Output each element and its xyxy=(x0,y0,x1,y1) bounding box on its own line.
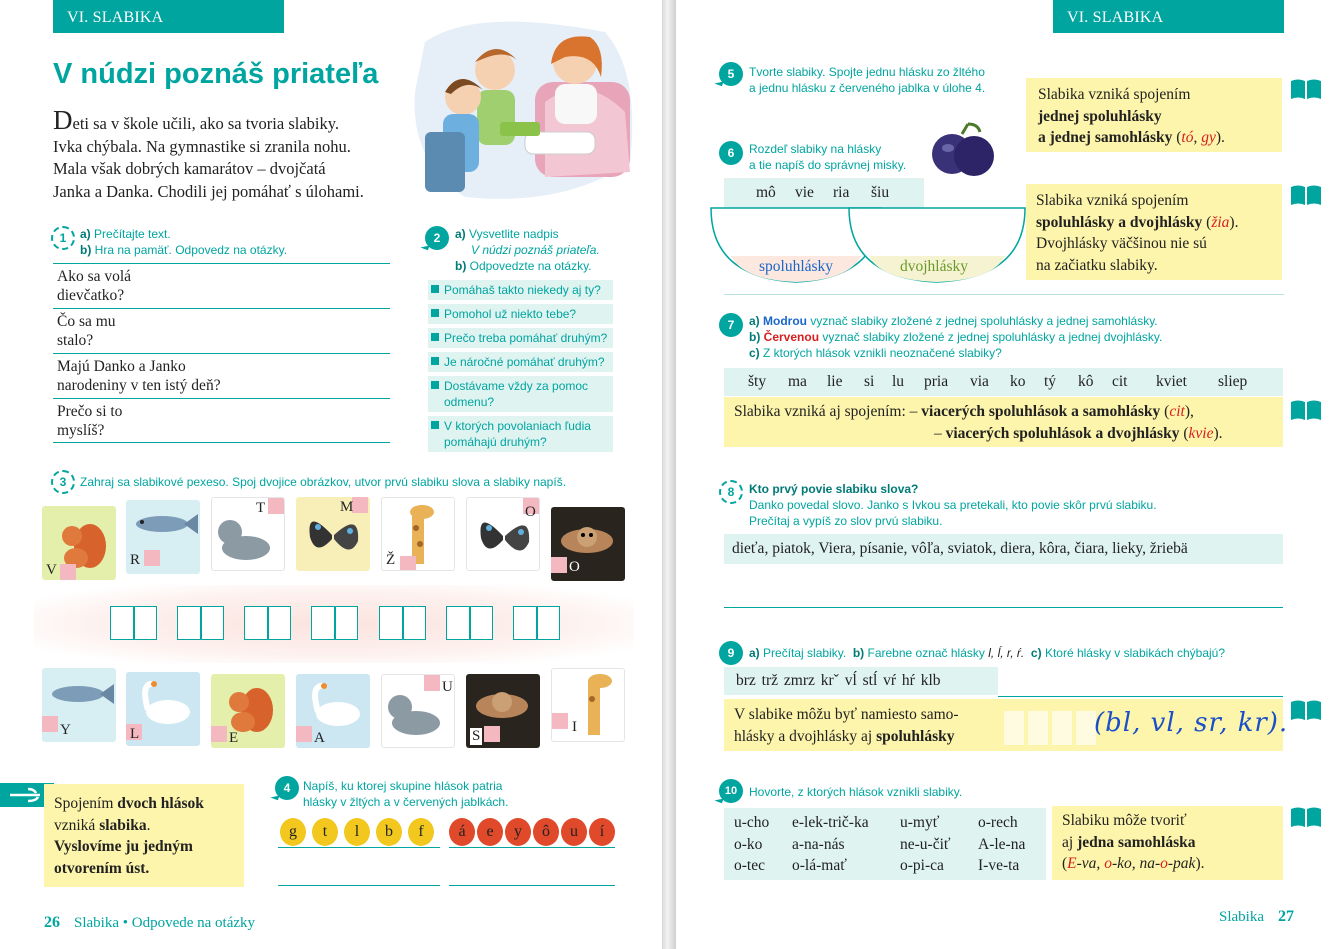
task-1-question-list xyxy=(53,263,390,443)
tile-letter: O xyxy=(569,559,580,575)
rule-bold: viacerých spoluhlások a samohlásky xyxy=(921,403,1161,420)
syllable[interactable]: si xyxy=(864,373,875,390)
rule-text: ). xyxy=(1213,424,1223,442)
apple-red: á xyxy=(449,818,475,846)
task-2-number: 2 xyxy=(425,226,449,250)
syllable: o-tec xyxy=(734,857,765,874)
pexeso-tile-butterfly-2[interactable] xyxy=(466,497,540,571)
list-item: Pomohol už niekto tebe? xyxy=(428,304,613,324)
task-8-text: Prečítaj a vypíš zo slov prvú slabiku. xyxy=(749,514,943,528)
sorting-bowls[interactable] xyxy=(709,206,1029,284)
rule-text: ). xyxy=(1215,129,1225,146)
answer-box[interactable] xyxy=(513,606,560,640)
rule-text: ), xyxy=(1184,403,1194,420)
rule-bold: Vyslovíme ju jedným xyxy=(54,838,193,855)
task-4-text: Napíš, ku ktorej skupine hlások patria xyxy=(303,779,503,793)
tile-letter: R xyxy=(130,552,141,568)
syllable: u-myť xyxy=(900,814,940,831)
question-line: myslíš? xyxy=(57,422,105,439)
task-9-b-text: Farebne označ hlásky xyxy=(867,646,985,660)
story-line: Mala však dobrých kamarátov – dvojčatá xyxy=(53,159,326,178)
syllable: u-cho xyxy=(734,814,770,831)
syllable[interactable]: via xyxy=(970,373,989,390)
rule-text: ). xyxy=(1229,213,1239,231)
bowl-label-diphthongs: dvojhlásky xyxy=(900,258,969,275)
apple-red: u xyxy=(561,818,587,846)
list-item: Je náročné pomáhať druhým? xyxy=(428,352,613,372)
rule-box-2 xyxy=(1026,184,1282,280)
pexeso-tile-owl[interactable] xyxy=(551,507,625,581)
syllable: I-ve-ta xyxy=(978,857,1020,874)
rule-text: ( xyxy=(1179,424,1189,442)
task-5-number: 5 xyxy=(719,62,743,86)
task-4-text: hlásky v žltých a v červených jablkách. xyxy=(303,795,509,809)
task-10-instructions: Hovorte, z ktorých hlások vznikli slabiky. xyxy=(749,785,963,799)
syllable[interactable]: tý xyxy=(1044,373,1057,390)
syllable: vie xyxy=(795,184,814,201)
fill-boxes[interactable] xyxy=(1004,711,1094,745)
syllable[interactable]: sliep xyxy=(1218,373,1248,390)
footer-text: Slabika xyxy=(1219,909,1264,925)
syllable: o-ko xyxy=(734,835,763,853)
rule-example: gy xyxy=(1201,129,1216,146)
pexeso-tile-swan[interactable] xyxy=(126,672,200,746)
answer-box[interactable] xyxy=(379,606,426,640)
yellow-apples xyxy=(278,818,440,848)
task-5-text: a jednu hlásku z červeného jablka v úlohe 4. xyxy=(749,81,986,95)
task-9-instructions xyxy=(749,645,1309,661)
question-line: narodeniny v ten istý deň? xyxy=(57,377,221,394)
answer-line[interactable] xyxy=(724,607,1283,608)
list-item: Pomáhaš takto niekedy aj ty? xyxy=(428,280,613,300)
rule-text: aj xyxy=(1062,833,1078,851)
rule-bold: jednej spoluhlásky xyxy=(1038,107,1162,125)
syllable-column xyxy=(734,812,769,877)
task-2-b-label: b) xyxy=(455,259,467,273)
task-6-number: 6 xyxy=(719,141,743,165)
task-2-b-text: Odpovedzte na otázky. xyxy=(469,259,592,273)
syllable: A-le-na xyxy=(978,835,1026,853)
rule-example: -ko, na- xyxy=(1111,855,1161,872)
task-1-number: 1 xyxy=(51,226,75,250)
rule-text: ( xyxy=(1062,855,1068,872)
rule-example: kvie xyxy=(1188,424,1214,442)
syllable[interactable]: lie xyxy=(827,373,843,390)
left-page xyxy=(0,0,662,949)
pexeso-tile-fish-2[interactable] xyxy=(42,668,116,742)
tile-letter: Ž xyxy=(386,552,396,568)
rule-text: V slabike môžu byť namiesto samo- xyxy=(734,706,959,723)
task-7-instructions xyxy=(749,313,1269,361)
rule-box-1 xyxy=(1026,78,1282,152)
page-number: 27 xyxy=(1278,908,1294,925)
syllable-column xyxy=(900,812,951,877)
task-5-text: Tvorte slabiky. Spojte jednu hlásku zo žltého xyxy=(749,65,985,79)
question-line: Prečo si to xyxy=(57,403,123,420)
answer-box[interactable] xyxy=(177,606,224,640)
book-icon xyxy=(1290,699,1322,721)
rule-text: ( xyxy=(1160,403,1170,420)
syllable[interactable]: šty xyxy=(748,373,767,390)
pexeso-tile-swan-2[interactable] xyxy=(296,674,370,748)
syllable-column xyxy=(792,812,869,877)
syllable-column xyxy=(978,812,1025,877)
apple-red: í xyxy=(589,818,615,846)
task-7-a-text: vyznač slabiky zložené z jednej spoluhlásky a jednej samohlásky. xyxy=(807,314,1158,328)
apple-yellow: b xyxy=(376,818,402,846)
task-7-c-text: Z ktorých hlások vznikli neoznačené slabiky? xyxy=(763,346,1002,360)
task-10-syllables xyxy=(724,808,1046,880)
tile-letter: L xyxy=(130,726,140,742)
pexeso-tile-butterfly[interactable] xyxy=(296,497,370,571)
syllable: mô xyxy=(756,184,776,201)
task-7-c-label: c) xyxy=(749,346,760,360)
story-line: Ivka chýbala. Na gymnastike si zranila nohu. xyxy=(53,136,351,156)
pexeso-tile-squirrel-2[interactable] xyxy=(211,674,285,748)
task-1-a-label: a) xyxy=(80,227,91,241)
task-7-b-color: Červenou xyxy=(763,330,820,344)
task-1-b-label: b) xyxy=(80,243,92,257)
syllable: e-lek-trič-ka xyxy=(792,814,869,831)
syllable[interactable]: pria xyxy=(924,373,949,390)
right-page xyxy=(676,0,1338,949)
syllable[interactable]: lu xyxy=(892,373,905,390)
rule-text: ( xyxy=(1172,129,1182,146)
task-9-b-label: b) xyxy=(852,646,865,660)
syllable: šiu xyxy=(871,184,890,201)
apple-yellow: g xyxy=(280,818,306,846)
task-8-text: Danko povedal slovo. Janko s Ivkou sa pretekali, kto povie skôr prvú slabiku. xyxy=(749,498,1157,512)
task-3-number: 3 xyxy=(51,470,75,494)
book-spine xyxy=(662,0,676,949)
answer-line[interactable] xyxy=(278,885,440,886)
rule-text: Spojením xyxy=(54,795,118,812)
rule-bold: otvorením úst. xyxy=(54,859,150,877)
rule-text: , xyxy=(1193,129,1202,146)
task-1-instructions xyxy=(80,226,380,258)
rule-text: Slabiku môže tvoriť xyxy=(1062,812,1187,829)
rule-text: hlásky a dvojhlásky aj xyxy=(734,727,877,745)
apple-red: e xyxy=(477,818,503,846)
syllable[interactable]: kviet xyxy=(1156,373,1187,390)
task-8-title: Kto prvý povie slabiku slova? xyxy=(749,482,919,496)
tile-letter: Y xyxy=(60,722,71,738)
handwritten-answer: (bl, vl, sr, kr). xyxy=(1094,708,1289,738)
apple-yellow: t xyxy=(312,818,338,846)
syllable[interactable]: ma xyxy=(788,373,807,390)
story-line: eti sa v škole učili, ako sa tvoria slabiky. xyxy=(72,114,340,133)
answer-box[interactable] xyxy=(244,606,291,640)
task-8-number: 8 xyxy=(719,480,743,504)
tile-letter: A xyxy=(314,730,325,746)
book-icon xyxy=(1290,806,1322,828)
task-9-number: 9 xyxy=(719,641,743,665)
rule-example: -va, xyxy=(1076,855,1105,872)
pexeso-tile-squirrel[interactable] xyxy=(42,506,116,580)
divider xyxy=(998,696,1283,697)
rule-bold: a jednej samohlásky xyxy=(1038,129,1173,146)
story-text xyxy=(53,105,413,203)
rule-example: žia xyxy=(1211,213,1230,231)
syllable: ria xyxy=(833,184,850,201)
answer-box[interactable] xyxy=(311,606,358,640)
task-8-words: dieťa, piatok, Viera, písanie, vôľa, sviatok, diera, kôra, čiara, lieky, žriebä xyxy=(724,534,1283,564)
story-dropcap: D xyxy=(53,105,73,135)
task-9-c-label: c) xyxy=(1030,646,1042,660)
task-2-a-title: V núdzi poznáš priateľa. xyxy=(471,243,600,257)
question-row xyxy=(53,263,390,308)
syllable: o-pi-ca xyxy=(900,857,944,874)
question-row xyxy=(53,398,390,443)
divider xyxy=(724,294,1284,295)
rule-box-syllable xyxy=(44,784,244,887)
apple-red: ô xyxy=(533,818,559,846)
pexeso-tile-seal[interactable] xyxy=(211,497,285,571)
children-illustration xyxy=(405,12,645,207)
task-7-syllables xyxy=(724,368,1283,396)
footer-left xyxy=(44,914,255,932)
task-2-instructions xyxy=(455,226,655,274)
rule-example: o xyxy=(1160,855,1168,872)
tile-letter: S xyxy=(472,728,481,744)
task-10-number: 10 xyxy=(719,779,743,803)
rule-bold: viacerých spoluhlások a dvojhlásky xyxy=(945,424,1180,442)
rule-text: Dvojhlásky väčšinou nie sú xyxy=(1036,235,1207,252)
rule-text: vzniká xyxy=(54,816,100,834)
book-icon xyxy=(1290,184,1322,206)
task-5-instructions xyxy=(749,64,1029,96)
rule-example: tó xyxy=(1181,129,1194,146)
task-2-question-list xyxy=(428,280,613,456)
footer-text: Slabika • Odpovede na otázky xyxy=(74,915,256,931)
task-9-c-text: Ktoré hlásky v slabikách chýbajú? xyxy=(1044,646,1226,660)
question-line: dievčatko? xyxy=(57,287,125,304)
task-1-a-text: Prečítajte text. xyxy=(94,227,171,241)
pexeso-tile-fish[interactable] xyxy=(126,500,200,574)
rule-text: – xyxy=(934,424,946,442)
task-9-letters: l, ĺ, r, ŕ. xyxy=(988,646,1025,660)
task-6-instructions xyxy=(749,141,949,173)
task-8-instructions xyxy=(749,481,1289,529)
rule-bold: slabika xyxy=(99,816,147,834)
question-line: Ako sa volá xyxy=(57,268,132,285)
tile-letter: E xyxy=(229,730,239,746)
task-2-a-text: Vysvetlite nadpis xyxy=(469,227,559,241)
list-item: Prečo treba pomáhať druhým? xyxy=(428,328,613,348)
answer-box[interactable] xyxy=(446,606,493,640)
rule-example: -pak xyxy=(1167,855,1196,872)
question-line: Čo sa mu xyxy=(57,313,116,330)
pexeso-tile-owl-2[interactable] xyxy=(466,674,540,748)
task-4-number: 4 xyxy=(275,776,299,800)
rule-example: o xyxy=(1104,855,1112,872)
tile-letter: V xyxy=(46,562,57,578)
apple-red: y xyxy=(505,818,531,846)
task-6-text: Rozdeľ slabiky na hlásky xyxy=(749,142,882,156)
rule-bold: spoluhlásky xyxy=(876,727,955,745)
task-7-a-color: Modrou xyxy=(763,314,808,328)
answer-line[interactable] xyxy=(449,885,615,886)
tile-letter: O xyxy=(525,504,536,520)
task-2-a-label: a) xyxy=(455,227,466,241)
rule-bold: spoluhlásky a dvojhlásky xyxy=(1036,213,1203,231)
syllable: ne-u-čiť xyxy=(900,835,951,853)
red-apples xyxy=(449,818,615,848)
pexeso-tile-seal-2[interactable] xyxy=(381,674,455,748)
rule-text: Slabika vzniká spojením xyxy=(1038,86,1191,103)
task-6-syllables xyxy=(724,178,924,208)
rule-text: na začiatku slabiky. xyxy=(1036,256,1158,274)
giraffe-icon xyxy=(552,669,625,742)
rule-text: Slabika vzniká aj spojením: – xyxy=(734,403,922,420)
task-3-instructions: Zahraj sa slabikové pexeso. Spoj dvojice obrázkov, utvor prvú slabiku slova a slabiky napíš. xyxy=(80,475,567,489)
syllable[interactable]: ko xyxy=(1010,373,1026,390)
syllable[interactable]: kô xyxy=(1078,373,1094,390)
syllable[interactable]: cit xyxy=(1112,373,1128,390)
task-4-instructions xyxy=(303,778,603,810)
rule-example: cit xyxy=(1169,403,1185,420)
story-line: Janka a Danka. Chodili jej pomáhať s úlohami. xyxy=(53,181,364,201)
book-icon xyxy=(1290,399,1322,421)
tile-letter: M xyxy=(340,499,354,515)
rule-text: Slabika vzniká spojením xyxy=(1036,192,1189,209)
rule-text: . xyxy=(146,816,151,834)
tile-letter: T xyxy=(256,500,266,516)
task-1-b-text: Hra na pamäť. Odpovedz na otázky. xyxy=(94,243,288,257)
task-9-syllables: brz trž zmrz krˇ vĺ stĺ vŕ hŕ klb xyxy=(724,667,998,695)
task-9-a-label: a) xyxy=(749,646,760,660)
rule-box-3 xyxy=(724,397,1283,447)
bowl-label-consonants: spoluhlásky xyxy=(759,258,834,275)
rule-text: ). xyxy=(1195,855,1205,872)
apple-yellow: l xyxy=(344,818,370,846)
list-item: Dostávame vždy za pomoc odmenu? xyxy=(428,376,613,412)
question-row xyxy=(53,353,390,398)
rule-box-5 xyxy=(1052,806,1283,880)
apple-yellow: f xyxy=(408,818,434,846)
task-7-b-text: vyznač slabiky zložené z jednej spoluhlásky a jednej dvojhlásky. xyxy=(819,330,1163,344)
page-title: V núdzi poznáš priateľa xyxy=(53,58,379,90)
syllable: o-lá-mať xyxy=(792,857,847,874)
tile-letter: I xyxy=(572,719,577,735)
pexeso-tile-giraffe-2[interactable] xyxy=(551,668,625,742)
rule-bold: dvoch hlások xyxy=(117,795,204,812)
answer-box[interactable] xyxy=(110,606,157,640)
question-row xyxy=(53,308,390,353)
tile-letter: U xyxy=(442,679,453,695)
task-9-a-text: Prečítaj slabiky. xyxy=(763,646,847,660)
book-icon xyxy=(1290,78,1322,100)
rule-example: E xyxy=(1067,855,1077,872)
chapter-tab-left: VI. SLABIKA xyxy=(53,0,284,33)
syllable: a-na-nás xyxy=(792,835,845,853)
question-line: Majú Danko a Janko xyxy=(57,358,186,375)
task-7-number: 7 xyxy=(719,313,743,337)
pexeso-tile-giraffe[interactable] xyxy=(381,497,455,571)
task-7-b-label: b) xyxy=(749,330,761,344)
question-line: stalo? xyxy=(57,332,94,349)
rule-text: ( xyxy=(1202,213,1212,231)
chapter-tab-right: VI. SLABIKA xyxy=(1053,0,1284,33)
rule-bold: jedna samohláska xyxy=(1077,833,1196,851)
syllable: o-rech xyxy=(978,814,1018,831)
page-number: 26 xyxy=(44,914,60,931)
task-7-a-label: a) xyxy=(749,314,760,328)
list-item: V ktorých povolaniach ľudia pomáhajú druhým? xyxy=(428,416,613,452)
task-6-text: a tie napíš do správnej misky. xyxy=(749,158,907,172)
plums-illustration xyxy=(928,122,998,180)
footer-right xyxy=(1219,908,1294,926)
